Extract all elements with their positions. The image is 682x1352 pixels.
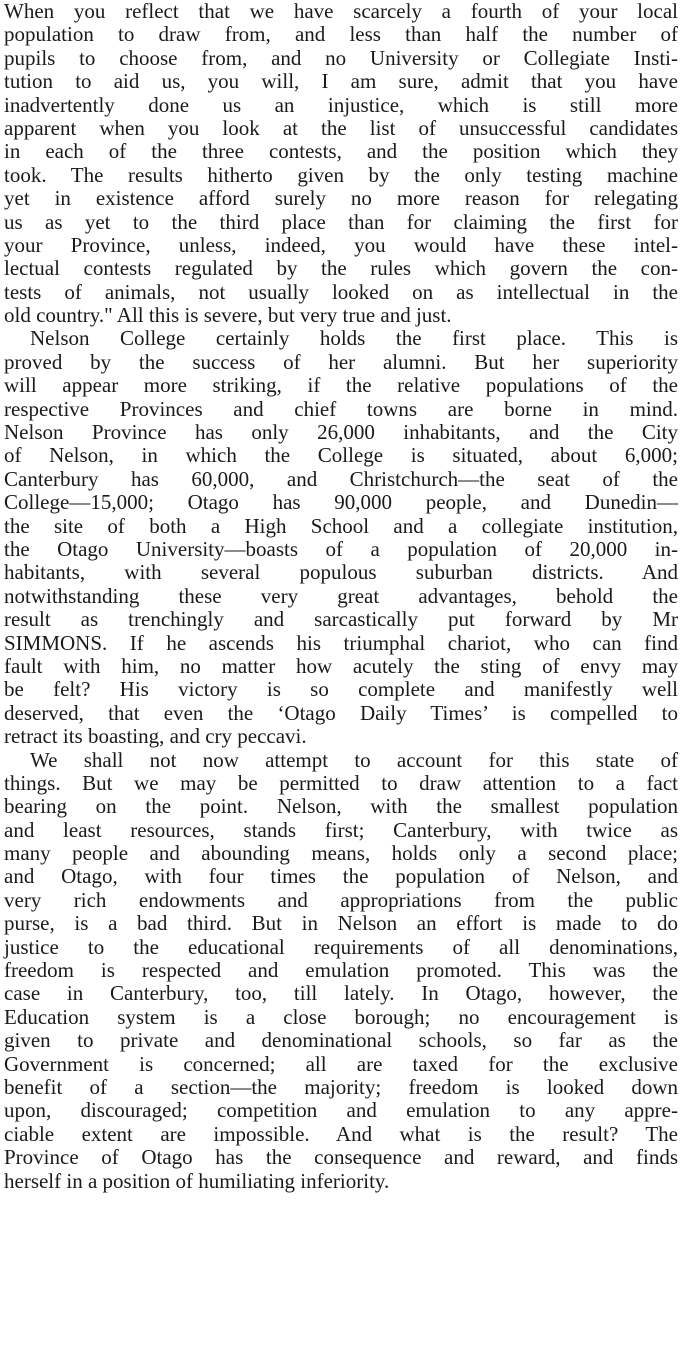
text-line: tests of animals, not usually looked on as intellectual in the bbox=[4, 279, 678, 304]
text-line: your Province, unless, indeed, you would have these intel- bbox=[4, 232, 678, 257]
text-line: Canterbury has 60,000, and Christchurch—the seat of the bbox=[4, 466, 678, 491]
text-line: justice to the educational requirements of all denominations, bbox=[4, 934, 678, 959]
text-line: retract its boasting, and cry peccavi. bbox=[4, 724, 307, 749]
text-line: be felt? His victory is so complete and manifestly well bbox=[4, 677, 678, 702]
text-line: deserved, that even the ‘Otago Daily Times’ is compelled to bbox=[4, 700, 678, 725]
text-line: College—15,000; Otago has 90,000 people, and Dunedin— bbox=[4, 490, 678, 515]
text-line: the site of both a High School and a collegiate institution, bbox=[4, 513, 678, 538]
text-line: lectual contests regulated by the rules which govern the con- bbox=[4, 256, 678, 281]
text-line: population to draw from, and less than half the number of bbox=[4, 22, 678, 47]
text-line: habitants, with several populous suburban districts. And bbox=[4, 560, 678, 585]
text-line: result as trenchingly and sarcastically put forward by Mr bbox=[4, 607, 678, 632]
text-line: and Otago, with four times the population of Nelson, and bbox=[4, 864, 678, 889]
text-line: Nelson College certainly holds the first place. This is bbox=[30, 326, 678, 351]
text-line: us as yet to the third place than for claiming the first for bbox=[4, 209, 678, 234]
text-line: the Otago University—boasts of a population of 20,000 in- bbox=[4, 536, 678, 561]
text-line: herself in a position of humiliating inferiority. bbox=[4, 1168, 390, 1193]
text-line: Education system is a close borough; no encouragement is bbox=[4, 1004, 678, 1029]
text-line: tution to aid us, you will, I am sure, admit that you have bbox=[4, 69, 678, 94]
text-line: SIMMONS. If he ascends his triumphal chariot, who can find bbox=[4, 630, 678, 655]
text-line: many people and abounding means, holds only a second place; bbox=[4, 841, 678, 866]
text-line: and least resources, stands first; Canterbury, with twice as bbox=[4, 817, 678, 842]
text-line: yet in existence afford surely no more reason for relegating bbox=[4, 186, 678, 211]
text-line: took. The results hitherto given by the only testing machine bbox=[4, 162, 678, 187]
text-line: of Nelson, in which the College is situated, about 6,000; bbox=[4, 443, 678, 468]
text-line: upon, discouraged; competition and emulation to any appre- bbox=[4, 1098, 678, 1123]
text-line: old country." All this is severe, but very true and just. bbox=[4, 303, 452, 328]
paragraph-2 bbox=[4, 327, 678, 748]
paragraph-3 bbox=[4, 749, 678, 1193]
text-line: We shall not now attempt to account for this state of bbox=[30, 747, 678, 772]
text-line: When you reflect that we have scarcely a fourth of your local bbox=[4, 0, 678, 23]
text-line: apparent when you look at the list of unsuccessful candidates bbox=[4, 115, 678, 140]
text-line: case in Canterbury, too, till lately. In Otago, however, the bbox=[4, 981, 678, 1006]
text-line: purse, is a bad third. But in Nelson an effort is made to do bbox=[4, 911, 678, 936]
text-line: things. But we may be permitted to draw attention to a fact bbox=[4, 770, 678, 795]
text-line: ciable extent are impossible. And what is the result? The bbox=[4, 1121, 678, 1146]
text-line: notwithstanding these very great advantages, behold the bbox=[4, 583, 678, 608]
text-line: Province of Otago has the consequence and reward, and finds bbox=[4, 1145, 678, 1170]
text-line: bearing on the point. Nelson, with the smallest population bbox=[4, 794, 678, 819]
text-line: in each of the three contests, and the position which they bbox=[4, 139, 678, 164]
text-line: benefit of a section—the majority; freedom is looked down bbox=[4, 1074, 678, 1099]
text-line: will appear more striking, if the relative populations of the bbox=[4, 373, 678, 398]
text-line: proved by the success of her alumni. But her superiority bbox=[4, 349, 678, 374]
text-line: given to private and denominational schools, so far as the bbox=[4, 1028, 678, 1053]
paragraph-1 bbox=[4, 0, 678, 327]
text-line: inadvertently done us an injustice, which is still more bbox=[4, 92, 678, 117]
text-line: freedom is respected and emulation promoted. This was the bbox=[4, 958, 678, 983]
text-line: fault with him, no matter how acutely the sting of envy may bbox=[4, 653, 678, 678]
text-line: Nelson Province has only 26,000 inhabitants, and the City bbox=[4, 420, 678, 445]
text-line: pupils to choose from, and no University or Collegiate Insti- bbox=[4, 45, 678, 70]
text-line: Government is concerned; all are taxed for the exclusive bbox=[4, 1051, 678, 1076]
text-line: respective Provinces and chief towns are borne in mind. bbox=[4, 396, 678, 421]
text-line: very rich endowments and appropriations from the public bbox=[4, 887, 678, 912]
